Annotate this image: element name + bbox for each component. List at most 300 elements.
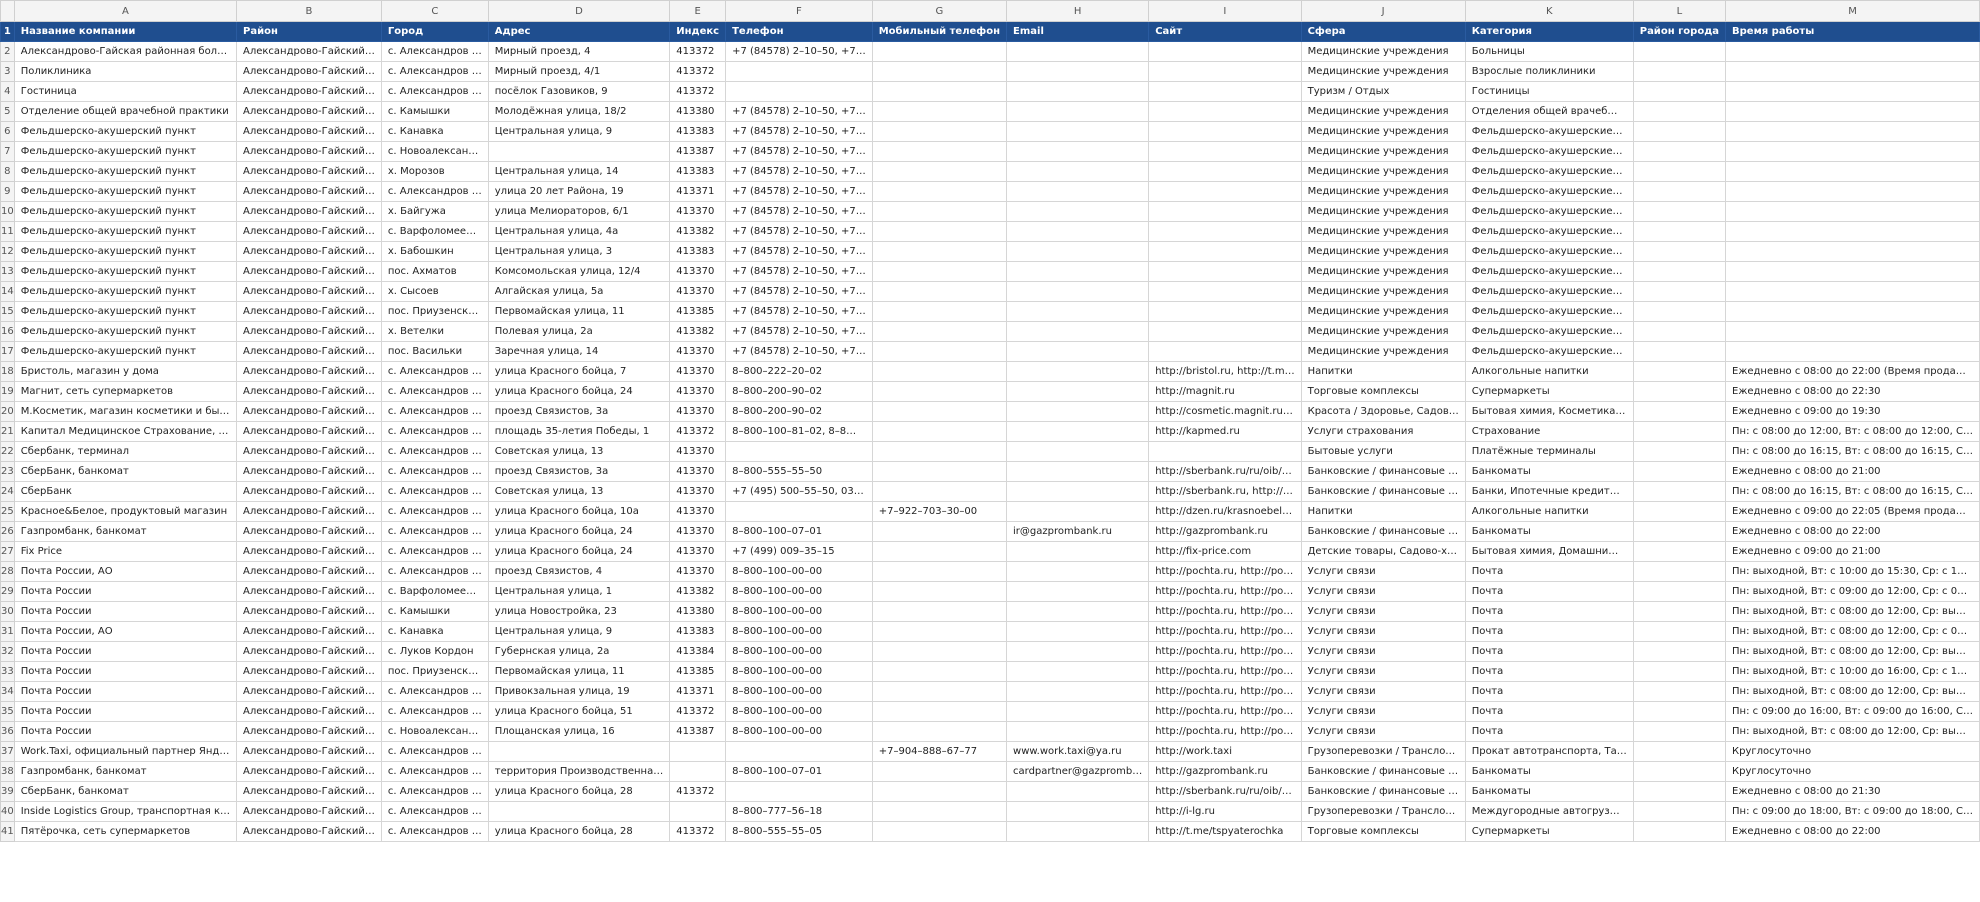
cell-site[interactable]: http://gazprombank.ru: [1149, 522, 1301, 542]
cell-district[interactable]: Александрово-Гайский…: [237, 482, 382, 502]
cell-address[interactable]: Комсомольская улица, 12/4: [488, 262, 669, 282]
cell-city-district[interactable]: [1633, 722, 1725, 742]
cell-email[interactable]: [1007, 362, 1149, 382]
cell-city[interactable]: с. Александров …: [381, 562, 488, 582]
cell-category[interactable]: Фельдшерско-акушерские…: [1465, 342, 1633, 362]
cell-category[interactable]: Отделения общей врачеб…: [1465, 102, 1633, 122]
cell-site[interactable]: http://pochta.ru, http://po…: [1149, 562, 1301, 582]
cell-company[interactable]: Почта России, АО: [14, 622, 236, 642]
cell-address[interactable]: улица Красного бойца, 28: [488, 782, 669, 802]
cell-email[interactable]: [1007, 182, 1149, 202]
cell-category[interactable]: Фельдшерско-акушерские…: [1465, 202, 1633, 222]
cell-company[interactable]: Почта России: [14, 642, 236, 662]
cell-category[interactable]: Бытовая химия, Косметика…: [1465, 402, 1633, 422]
cell-company[interactable]: Почта России: [14, 702, 236, 722]
cell-city[interactable]: пос. Ахматов: [381, 262, 488, 282]
cell-sphere[interactable]: Туризм / Отдых: [1301, 82, 1465, 102]
cell-city[interactable]: с. Александров …: [381, 42, 488, 62]
cell-email[interactable]: [1007, 682, 1149, 702]
cell-address[interactable]: Центральная улица, 4а: [488, 222, 669, 242]
cell-city[interactable]: с. Александров …: [381, 522, 488, 542]
cell-index[interactable]: 413370: [670, 462, 726, 482]
cell-city[interactable]: пос. Приузенск…: [381, 662, 488, 682]
cell-category[interactable]: Фельдшерско-акушерские…: [1465, 162, 1633, 182]
cell-sphere[interactable]: Медицинские учреждения: [1301, 222, 1465, 242]
cell-phone[interactable]: 8–800–100–00–00: [726, 562, 873, 582]
cell-address[interactable]: улица Красного бойца, 7: [488, 362, 669, 382]
cell-district[interactable]: Александрово-Гайский…: [237, 402, 382, 422]
cell-city-district[interactable]: [1633, 222, 1725, 242]
cell-mobile[interactable]: [872, 562, 1006, 582]
cell-category[interactable]: Банки, Ипотечные кредит…: [1465, 482, 1633, 502]
cell-category[interactable]: Больницы: [1465, 42, 1633, 62]
cell-index[interactable]: 413382: [670, 222, 726, 242]
cell-city[interactable]: х. Ветелки: [381, 322, 488, 342]
cell-phone[interactable]: 8–800–100–81–02, 8–8…: [726, 422, 873, 442]
cell-address[interactable]: Центральная улица, 3: [488, 242, 669, 262]
cell-hours[interactable]: [1726, 322, 1980, 342]
cell-sphere[interactable]: Детские товары, Садово-х…: [1301, 542, 1465, 562]
cell-site[interactable]: [1149, 42, 1301, 62]
row-number[interactable]: 25: [1, 502, 15, 522]
cell-city-district[interactable]: [1633, 642, 1725, 662]
cell-hours[interactable]: Пн: выходной, Вт: с 08:00 до 12:00, Ср: вы…: [1726, 642, 1980, 662]
cell-district[interactable]: Александрово-Гайский…: [237, 742, 382, 762]
cell-phone[interactable]: 8–800–100–00–00: [726, 622, 873, 642]
row-number[interactable]: 28: [1, 562, 15, 582]
cell-hours[interactable]: [1726, 222, 1980, 242]
cell-hours[interactable]: Пн: выходной, Вт: с 08:00 до 12:00, Ср: вы…: [1726, 602, 1980, 622]
cell-site[interactable]: [1149, 162, 1301, 182]
cell-phone[interactable]: 8–800–100–00–00: [726, 602, 873, 622]
cell-site[interactable]: [1149, 182, 1301, 202]
cell-category[interactable]: Банкоматы: [1465, 782, 1633, 802]
cell-sphere[interactable]: Услуги связи: [1301, 702, 1465, 722]
row-number[interactable]: 19: [1, 382, 15, 402]
cell-mobile[interactable]: [872, 462, 1006, 482]
row-number[interactable]: 26: [1, 522, 15, 542]
header-cell-mobile[interactable]: Мобильный телефон: [872, 22, 1006, 42]
cell-sphere[interactable]: Бытовые услуги: [1301, 442, 1465, 462]
cell-site[interactable]: [1149, 82, 1301, 102]
cell-company[interactable]: Фельдшерско-акушерский пункт: [14, 322, 236, 342]
cell-city[interactable]: с. Александров …: [381, 782, 488, 802]
header-cell-city-district[interactable]: Район города: [1633, 22, 1725, 42]
cell-address[interactable]: Первомайская улица, 11: [488, 662, 669, 682]
cell-index[interactable]: [670, 742, 726, 762]
cell-site[interactable]: [1149, 222, 1301, 242]
row-number[interactable]: 17: [1, 342, 15, 362]
cell-category[interactable]: Почта: [1465, 582, 1633, 602]
cell-site[interactable]: http://i-lg.ru: [1149, 802, 1301, 822]
cell-hours[interactable]: [1726, 42, 1980, 62]
cell-category[interactable]: Банкоматы: [1465, 522, 1633, 542]
cell-mobile[interactable]: [872, 702, 1006, 722]
cell-sphere[interactable]: Торговые комплексы: [1301, 382, 1465, 402]
cell-city-district[interactable]: [1633, 742, 1725, 762]
cell-phone[interactable]: +7 (84578) 2–10–50, +7…: [726, 322, 873, 342]
cell-mobile[interactable]: [872, 122, 1006, 142]
header-cell-sphere[interactable]: Сфера: [1301, 22, 1465, 42]
cell-district[interactable]: Александрово-Гайский…: [237, 522, 382, 542]
cell-address[interactable]: Центральная улица, 9: [488, 122, 669, 142]
cell-company[interactable]: Газпромбанк, банкомат: [14, 762, 236, 782]
column-header-k[interactable]: K: [1465, 1, 1633, 22]
cell-index[interactable]: 413370: [670, 262, 726, 282]
cell-category[interactable]: Фельдшерско-акушерские…: [1465, 262, 1633, 282]
cell-phone[interactable]: +7 (499) 009–35–15: [726, 542, 873, 562]
cell-district[interactable]: Александрово-Гайский…: [237, 262, 382, 282]
cell-district[interactable]: Александрово-Гайский…: [237, 802, 382, 822]
cell-district[interactable]: Александрово-Гайский…: [237, 182, 382, 202]
row-number[interactable]: 18: [1, 362, 15, 382]
header-cell-email[interactable]: Email: [1007, 22, 1149, 42]
cell-phone[interactable]: +7 (84578) 2–10–50, +7…: [726, 162, 873, 182]
cell-district[interactable]: Александрово-Гайский…: [237, 602, 382, 622]
cell-site[interactable]: http://pochta.ru, http://po…: [1149, 702, 1301, 722]
cell-email[interactable]: [1007, 582, 1149, 602]
header-cell-hours[interactable]: Время работы: [1726, 22, 1980, 42]
cell-company[interactable]: Красное&Белое, продуктовый магазин: [14, 502, 236, 522]
row-number[interactable]: 33: [1, 662, 15, 682]
row-number[interactable]: 30: [1, 602, 15, 622]
cell-city-district[interactable]: [1633, 442, 1725, 462]
row-number[interactable]: 34: [1, 682, 15, 702]
cell-phone[interactable]: +7 (495) 500–55–50, 03…: [726, 482, 873, 502]
cell-city[interactable]: с. Новоалексан…: [381, 142, 488, 162]
cell-index[interactable]: 413370: [670, 522, 726, 542]
row-number[interactable]: 24: [1, 482, 15, 502]
cell-city[interactable]: с. Александров …: [381, 682, 488, 702]
row-number[interactable]: 10: [1, 202, 15, 222]
cell-category[interactable]: Почта: [1465, 622, 1633, 642]
cell-address[interactable]: проезд Связистов, 3а: [488, 402, 669, 422]
cell-category[interactable]: Платёжные терминалы: [1465, 442, 1633, 462]
cell-hours[interactable]: [1726, 282, 1980, 302]
cell-sphere[interactable]: Грузоперевозки / Трансло…: [1301, 742, 1465, 762]
cell-mobile[interactable]: [872, 642, 1006, 662]
cell-mobile[interactable]: [872, 402, 1006, 422]
cell-district[interactable]: Александрово-Гайский…: [237, 462, 382, 482]
cell-district[interactable]: Александрово-Гайский…: [237, 382, 382, 402]
cell-city-district[interactable]: [1633, 582, 1725, 602]
cell-hours[interactable]: Пн: с 09:00 до 18:00, Вт: с 09:00 до 18:00, С…: [1726, 802, 1980, 822]
cell-site[interactable]: [1149, 342, 1301, 362]
cell-sphere[interactable]: Банковские / финансовые …: [1301, 462, 1465, 482]
cell-company[interactable]: Бристоль, магазин у дома: [14, 362, 236, 382]
cell-mobile[interactable]: [872, 342, 1006, 362]
cell-site[interactable]: http://fix-price.com: [1149, 542, 1301, 562]
cell-phone[interactable]: 8–800–777–56–18: [726, 802, 873, 822]
cell-address[interactable]: улица Красного бойца, 28: [488, 822, 669, 842]
column-header-i[interactable]: I: [1149, 1, 1301, 22]
row-number[interactable]: 3: [1, 62, 15, 82]
cell-phone[interactable]: +7 (84578) 2–10–50, +7…: [726, 342, 873, 362]
cell-address[interactable]: улица Красного бойца, 24: [488, 542, 669, 562]
cell-site[interactable]: [1149, 322, 1301, 342]
cell-city-district[interactable]: [1633, 62, 1725, 82]
cell-hours[interactable]: Ежедневно с 08:00 до 22:00: [1726, 522, 1980, 542]
cell-index[interactable]: 413372: [670, 42, 726, 62]
row-number[interactable]: 41: [1, 822, 15, 842]
cell-city-district[interactable]: [1633, 202, 1725, 222]
cell-mobile[interactable]: +7–922–703–30–00: [872, 502, 1006, 522]
cell-company[interactable]: Газпромбанк, банкомат: [14, 522, 236, 542]
cell-phone[interactable]: [726, 442, 873, 462]
select-all-corner[interactable]: [1, 1, 15, 22]
cell-city[interactable]: с. Камышки: [381, 102, 488, 122]
cell-mobile[interactable]: [872, 282, 1006, 302]
cell-site[interactable]: [1149, 142, 1301, 162]
header-cell-category[interactable]: Категория: [1465, 22, 1633, 42]
cell-mobile[interactable]: [872, 82, 1006, 102]
row-number[interactable]: 23: [1, 462, 15, 482]
cell-phone[interactable]: +7 (84578) 2–10–50, +7…: [726, 42, 873, 62]
column-header-m[interactable]: M: [1726, 1, 1980, 22]
cell-index[interactable]: 413370: [670, 402, 726, 422]
cell-district[interactable]: Александрово-Гайский…: [237, 562, 382, 582]
cell-phone[interactable]: 8–800–200–90–02: [726, 382, 873, 402]
cell-phone[interactable]: [726, 742, 873, 762]
cell-city[interactable]: с. Канавка: [381, 622, 488, 642]
cell-sphere[interactable]: Медицинские учреждения: [1301, 102, 1465, 122]
cell-city[interactable]: с. Александров …: [381, 542, 488, 562]
cell-category[interactable]: Фельдшерско-акушерские…: [1465, 302, 1633, 322]
cell-index[interactable]: 413370: [670, 362, 726, 382]
cell-address[interactable]: Привокзальная улица, 19: [488, 682, 669, 702]
cell-city[interactable]: с. Александров …: [381, 742, 488, 762]
cell-email[interactable]: [1007, 442, 1149, 462]
cell-email[interactable]: ir@gazprombank.ru: [1007, 522, 1149, 542]
cell-index[interactable]: 413372: [670, 422, 726, 442]
cell-email[interactable]: [1007, 342, 1149, 362]
cell-hours[interactable]: [1726, 182, 1980, 202]
row-number[interactable]: 13: [1, 262, 15, 282]
cell-district[interactable]: Александрово-Гайский…: [237, 242, 382, 262]
cell-city-district[interactable]: [1633, 782, 1725, 802]
cell-category[interactable]: Страхование: [1465, 422, 1633, 442]
cell-city-district[interactable]: [1633, 822, 1725, 842]
cell-hours[interactable]: [1726, 242, 1980, 262]
cell-address[interactable]: улица 20 лет Района, 19: [488, 182, 669, 202]
cell-sphere[interactable]: Красота / Здоровье, Садов…: [1301, 402, 1465, 422]
cell-index[interactable]: 413370: [670, 342, 726, 362]
cell-city-district[interactable]: [1633, 162, 1725, 182]
cell-site[interactable]: [1149, 102, 1301, 122]
cell-company[interactable]: Work.Taxi, официальный партнер Янд…: [14, 742, 236, 762]
cell-sphere[interactable]: Услуги страхования: [1301, 422, 1465, 442]
row-number[interactable]: 8: [1, 162, 15, 182]
cell-phone[interactable]: +7 (84578) 2–10–50, +7…: [726, 242, 873, 262]
cell-city-district[interactable]: [1633, 702, 1725, 722]
cell-index[interactable]: 413380: [670, 602, 726, 622]
row-number[interactable]: 32: [1, 642, 15, 662]
cell-address[interactable]: Советская улица, 13: [488, 442, 669, 462]
cell-site[interactable]: http://gazprombank.ru: [1149, 762, 1301, 782]
cell-hours[interactable]: Пн: выходной, Вт: с 08:00 до 12:00, Ср: с 0…: [1726, 622, 1980, 642]
column-header-j[interactable]: J: [1301, 1, 1465, 22]
cell-city[interactable]: с. Александров …: [381, 402, 488, 422]
cell-district[interactable]: Александрово-Гайский…: [237, 582, 382, 602]
cell-sphere[interactable]: Напитки: [1301, 502, 1465, 522]
cell-category[interactable]: Алкогольные напитки: [1465, 362, 1633, 382]
cell-category[interactable]: Фельдшерско-акушерские…: [1465, 122, 1633, 142]
cell-email[interactable]: [1007, 722, 1149, 742]
cell-sphere[interactable]: Медицинские учреждения: [1301, 182, 1465, 202]
cell-city-district[interactable]: [1633, 502, 1725, 522]
cell-city[interactable]: пос. Приузенск…: [381, 302, 488, 322]
cell-site[interactable]: http://pochta.ru, http://po…: [1149, 682, 1301, 702]
cell-category[interactable]: Алкогольные напитки: [1465, 502, 1633, 522]
cell-sphere[interactable]: Медицинские учреждения: [1301, 42, 1465, 62]
cell-phone[interactable]: +7 (84578) 2–10–50, +7…: [726, 262, 873, 282]
cell-mobile[interactable]: [872, 542, 1006, 562]
cell-district[interactable]: Александрово-Гайский…: [237, 202, 382, 222]
cell-hours[interactable]: Пн: с 08:00 до 12:00, Вт: с 08:00 до 12:00, С…: [1726, 422, 1980, 442]
cell-sphere[interactable]: Услуги связи: [1301, 682, 1465, 702]
row-number[interactable]: 39: [1, 782, 15, 802]
cell-company[interactable]: Поликлиника: [14, 62, 236, 82]
cell-email[interactable]: [1007, 802, 1149, 822]
cell-city-district[interactable]: [1633, 622, 1725, 642]
cell-district[interactable]: Александрово-Гайский…: [237, 722, 382, 742]
cell-site[interactable]: http://work.taxi: [1149, 742, 1301, 762]
cell-category[interactable]: Почта: [1465, 722, 1633, 742]
cell-mobile[interactable]: [872, 382, 1006, 402]
cell-address[interactable]: [488, 142, 669, 162]
cell-hours[interactable]: Ежедневно с 08:00 до 21:30: [1726, 782, 1980, 802]
cell-email[interactable]: [1007, 42, 1149, 62]
cell-company[interactable]: Капитал Медицинское Страхование, …: [14, 422, 236, 442]
cell-email[interactable]: [1007, 642, 1149, 662]
cell-index[interactable]: 413372: [670, 82, 726, 102]
cell-site[interactable]: http://sberbank.ru/ru/oib/…: [1149, 462, 1301, 482]
cell-email[interactable]: [1007, 482, 1149, 502]
cell-phone[interactable]: +7 (84578) 2–10–50, +7…: [726, 122, 873, 142]
cell-site[interactable]: http://t.me/tspyaterochka: [1149, 822, 1301, 842]
cell-category[interactable]: Бытовая химия, Домашни…: [1465, 542, 1633, 562]
cell-mobile[interactable]: [872, 262, 1006, 282]
cell-mobile[interactable]: [872, 362, 1006, 382]
cell-city-district[interactable]: [1633, 282, 1725, 302]
cell-mobile[interactable]: [872, 682, 1006, 702]
row-number[interactable]: 27: [1, 542, 15, 562]
row-number[interactable]: 22: [1, 442, 15, 462]
cell-hours[interactable]: [1726, 142, 1980, 162]
cell-sphere[interactable]: Торговые комплексы: [1301, 822, 1465, 842]
cell-email[interactable]: [1007, 622, 1149, 642]
row-number[interactable]: 12: [1, 242, 15, 262]
cell-email[interactable]: [1007, 102, 1149, 122]
cell-city-district[interactable]: [1633, 142, 1725, 162]
cell-phone[interactable]: 8–800–222–20–02: [726, 362, 873, 382]
cell-city-district[interactable]: [1633, 302, 1725, 322]
cell-district[interactable]: Александрово-Гайский…: [237, 222, 382, 242]
cell-index[interactable]: 413382: [670, 582, 726, 602]
cell-mobile[interactable]: [872, 422, 1006, 442]
cell-company[interactable]: Фельдшерско-акушерский пункт: [14, 142, 236, 162]
cell-city[interactable]: х. Морозов: [381, 162, 488, 182]
cell-district[interactable]: Александрово-Гайский…: [237, 662, 382, 682]
cell-city[interactable]: с. Александров …: [381, 382, 488, 402]
cell-mobile[interactable]: [872, 202, 1006, 222]
header-cell-city[interactable]: Город: [381, 22, 488, 42]
column-header-e[interactable]: E: [670, 1, 726, 22]
cell-email[interactable]: [1007, 282, 1149, 302]
cell-company[interactable]: Александрово-Гайская районная бол…: [14, 42, 236, 62]
cell-address[interactable]: Центральная улица, 14: [488, 162, 669, 182]
cell-district[interactable]: Александрово-Гайский…: [237, 762, 382, 782]
cell-city-district[interactable]: [1633, 402, 1725, 422]
cell-phone[interactable]: [726, 62, 873, 82]
cell-email[interactable]: [1007, 382, 1149, 402]
cell-address[interactable]: улица Красного бойца, 24: [488, 522, 669, 542]
cell-sphere[interactable]: Услуги связи: [1301, 562, 1465, 582]
cell-hours[interactable]: Ежедневно с 08:00 до 22:00 (Время прода…: [1726, 362, 1980, 382]
cell-city[interactable]: с. Александров …: [381, 442, 488, 462]
header-cell-address[interactable]: Адрес: [488, 22, 669, 42]
cell-index[interactable]: [670, 762, 726, 782]
cell-index[interactable]: 413387: [670, 142, 726, 162]
cell-category[interactable]: Почта: [1465, 702, 1633, 722]
cell-district[interactable]: Александрово-Гайский…: [237, 682, 382, 702]
cell-email[interactable]: [1007, 602, 1149, 622]
cell-hours[interactable]: [1726, 102, 1980, 122]
cell-city[interactable]: с. Канавка: [381, 122, 488, 142]
cell-email[interactable]: [1007, 822, 1149, 842]
cell-mobile[interactable]: [872, 142, 1006, 162]
cell-hours[interactable]: Пн: выходной, Вт: с 08:00 до 12:00, Ср: вы…: [1726, 682, 1980, 702]
cell-mobile[interactable]: [872, 802, 1006, 822]
cell-phone[interactable]: +7 (84578) 2–10–50, +7…: [726, 202, 873, 222]
cell-city[interactable]: х. Сысоев: [381, 282, 488, 302]
cell-sphere[interactable]: Услуги связи: [1301, 582, 1465, 602]
cell-district[interactable]: Александрово-Гайский…: [237, 122, 382, 142]
cell-phone[interactable]: 8–800–555–55–05: [726, 822, 873, 842]
cell-company[interactable]: Фельдшерско-акушерский пункт: [14, 242, 236, 262]
cell-mobile[interactable]: [872, 662, 1006, 682]
cell-hours[interactable]: [1726, 302, 1980, 322]
cell-district[interactable]: Александрово-Гайский…: [237, 302, 382, 322]
cell-district[interactable]: Александрово-Гайский…: [237, 442, 382, 462]
cell-hours[interactable]: Ежедневно с 09:00 до 19:30: [1726, 402, 1980, 422]
cell-email[interactable]: [1007, 462, 1149, 482]
cell-sphere[interactable]: Грузоперевозки / Трансло…: [1301, 802, 1465, 822]
cell-hours[interactable]: Пн: выходной, Вт: с 10:00 до 16:00, Ср: с 1…: [1726, 662, 1980, 682]
cell-site[interactable]: http://pochta.ru, http://po…: [1149, 642, 1301, 662]
cell-sphere[interactable]: Услуги связи: [1301, 722, 1465, 742]
cell-company[interactable]: Фельдшерско-акушерский пункт: [14, 222, 236, 242]
cell-index[interactable]: 413370: [670, 202, 726, 222]
cell-email[interactable]: [1007, 402, 1149, 422]
cell-category[interactable]: Прокат автотранспорта, Та…: [1465, 742, 1633, 762]
cell-site[interactable]: [1149, 122, 1301, 142]
cell-company[interactable]: Фельдшерско-акушерский пункт: [14, 342, 236, 362]
cell-mobile[interactable]: [872, 722, 1006, 742]
cell-site[interactable]: http://pochta.ru, http://po…: [1149, 622, 1301, 642]
cell-hours[interactable]: Ежедневно с 08:00 до 21:00: [1726, 462, 1980, 482]
cell-hours[interactable]: Ежедневно с 09:00 до 21:00: [1726, 542, 1980, 562]
cell-address[interactable]: [488, 802, 669, 822]
cell-category[interactable]: Фельдшерско-акушерские…: [1465, 322, 1633, 342]
cell-company[interactable]: Пятёрочка, сеть супермаркетов: [14, 822, 236, 842]
cell-index[interactable]: 413384: [670, 642, 726, 662]
cell-hours[interactable]: Ежедневно с 08:00 до 22:30: [1726, 382, 1980, 402]
cell-phone[interactable]: +7 (84578) 2–10–50, +7…: [726, 282, 873, 302]
cell-phone[interactable]: 8–800–100–00–00: [726, 722, 873, 742]
cell-sphere[interactable]: Услуги связи: [1301, 662, 1465, 682]
header-cell-company[interactable]: Название компании: [14, 22, 236, 42]
